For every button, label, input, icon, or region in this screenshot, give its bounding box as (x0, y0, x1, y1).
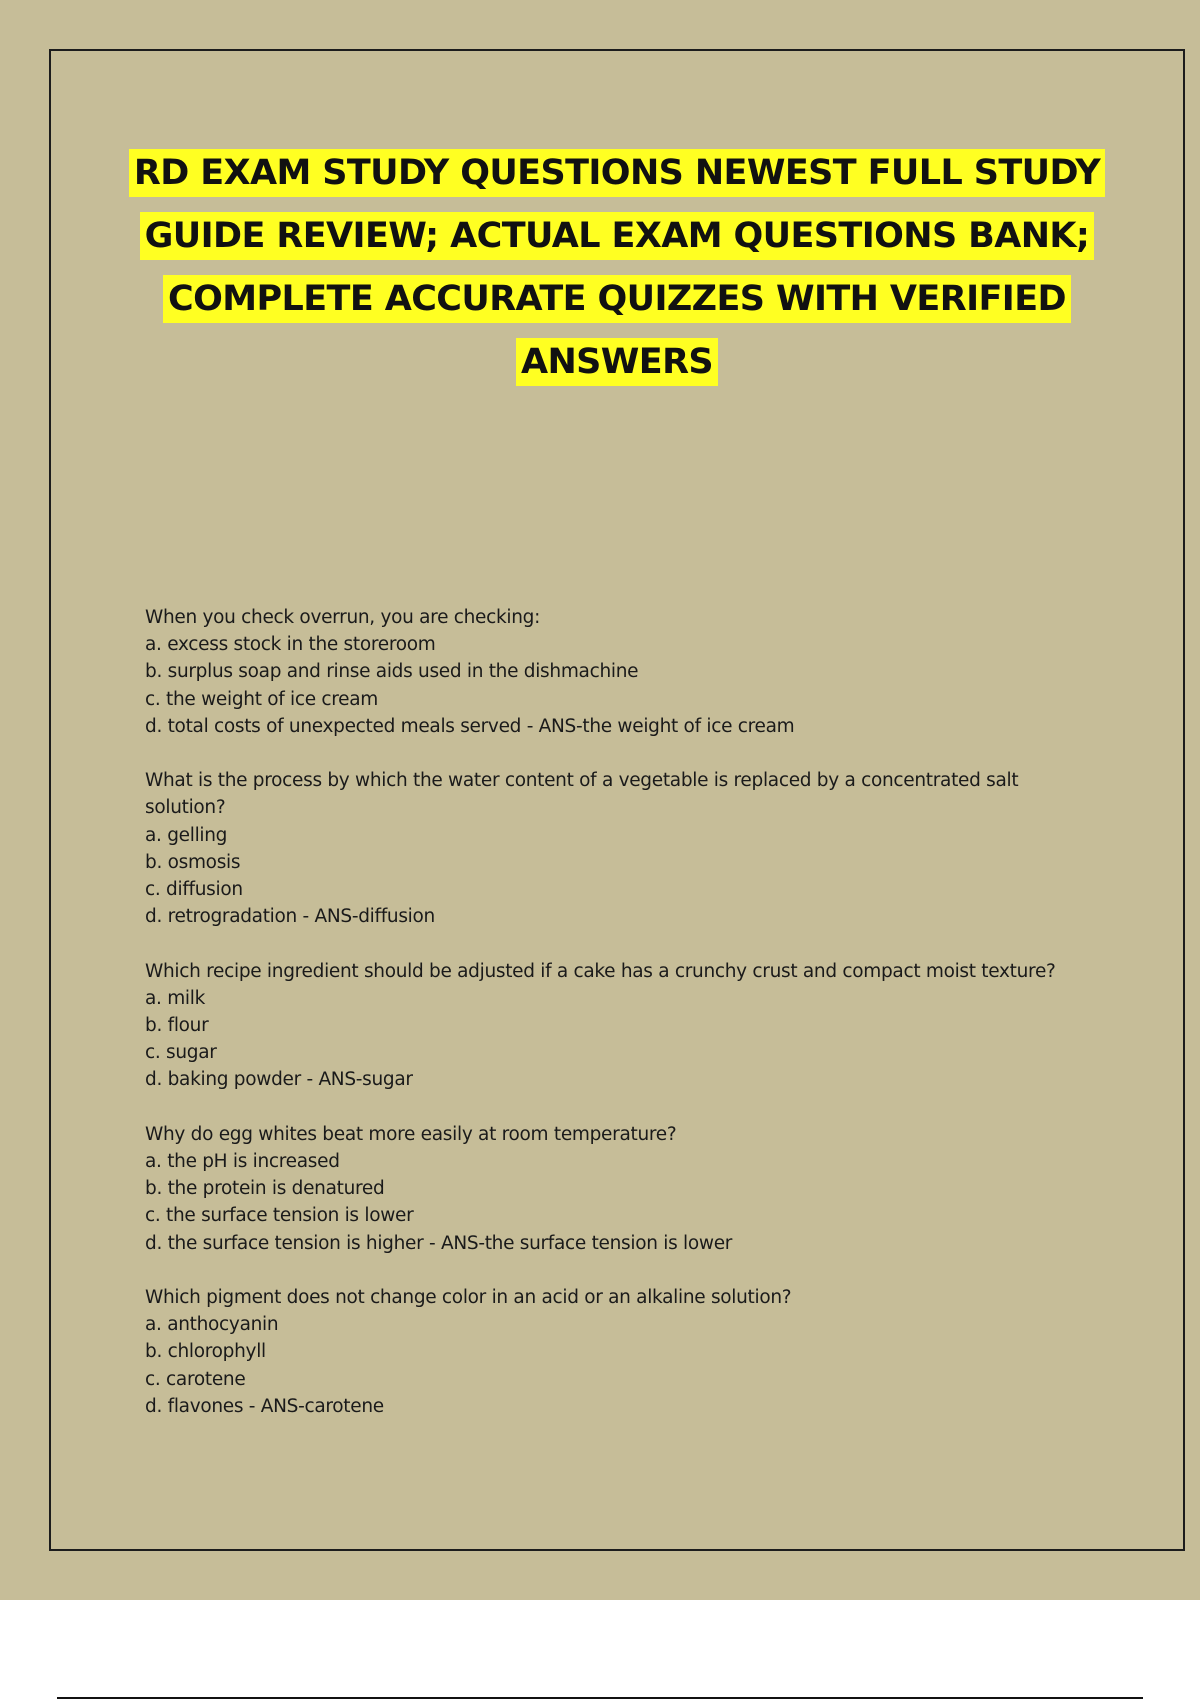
title-line-3-text: COMPLETE ACCURATE QUIZZES WITH VERIFIED (163, 275, 1071, 323)
title-line-2 (80, 205, 1154, 268)
question-text: When you check overrun, you are checking: (145, 607, 541, 628)
answer-option-a: a. gelling (145, 824, 228, 846)
answer-option-d: d. retrogradation - ANS-diffusion (145, 906, 435, 928)
question-block-1 (145, 604, 1145, 740)
title-line-4-text: ANSWERS (516, 338, 718, 386)
answer-option-b: b. surplus soap and rinse aids used in the dishmachine (145, 661, 639, 683)
question-block-3 (145, 958, 1145, 1094)
answer-option-c: c. sugar (145, 1042, 217, 1064)
answer-option-d: d. flavones - ANS-carotene (145, 1395, 384, 1417)
answer-option-c: c. carotene (145, 1368, 246, 1390)
question-text: Which pigment does not change color in an acid or an alkaline solution? (145, 1287, 792, 1309)
answer-option-d: d. baking powder - ANS-sugar (145, 1069, 413, 1091)
questions-list (145, 604, 1145, 1447)
answer-option-b: b. flour (145, 1015, 209, 1037)
answer-option-a: a. the pH is increased (145, 1151, 340, 1173)
question-block-5 (145, 1284, 1145, 1420)
footer-divider (57, 1697, 1143, 1699)
question-text: Which recipe ingredient should be adjusted if a cake has a crunchy crust and compact moist texture? (145, 960, 1056, 982)
answer-option-a: a. milk (145, 987, 206, 1009)
answer-option-c: c. the surface tension is lower (145, 1205, 414, 1227)
answer-option-c: c. the weight of ice cream (145, 688, 379, 710)
answer-option-b: b. the protein is denatured (145, 1178, 385, 1200)
title-line-4 (80, 331, 1154, 394)
title-line-2-text: GUIDE REVIEW; ACTUAL EXAM QUESTIONS BANK; (140, 212, 1095, 260)
answer-option-c: c. diffusion (145, 879, 243, 901)
title-line-3 (80, 268, 1154, 331)
answer-option-b: b. chlorophyll (145, 1341, 266, 1363)
answer-option-a: a. anthocyanin (145, 1314, 279, 1336)
question-block-2 (145, 767, 1145, 930)
question-text: What is the process by which the water content of a vegetable is replaced by a concentrated salt solution? (145, 770, 1019, 819)
question-block-4 (145, 1121, 1145, 1257)
answer-option-d: d. total costs of unexpected meals served - ANS-the weight of ice cream (145, 715, 795, 737)
document-title (80, 142, 1154, 394)
answer-option-b: b. osmosis (145, 851, 241, 873)
title-line-1 (80, 142, 1154, 205)
title-line-1-text: RD EXAM STUDY QUESTIONS NEWEST FULL STUDY (129, 149, 1105, 197)
question-text: Why do egg whites beat more easily at room temperature? (145, 1123, 677, 1145)
answer-option-d: d. the surface tension is higher - ANS-the surface tension is lower (145, 1232, 733, 1254)
answer-option-a: a. excess stock in the storeroom (145, 634, 436, 656)
